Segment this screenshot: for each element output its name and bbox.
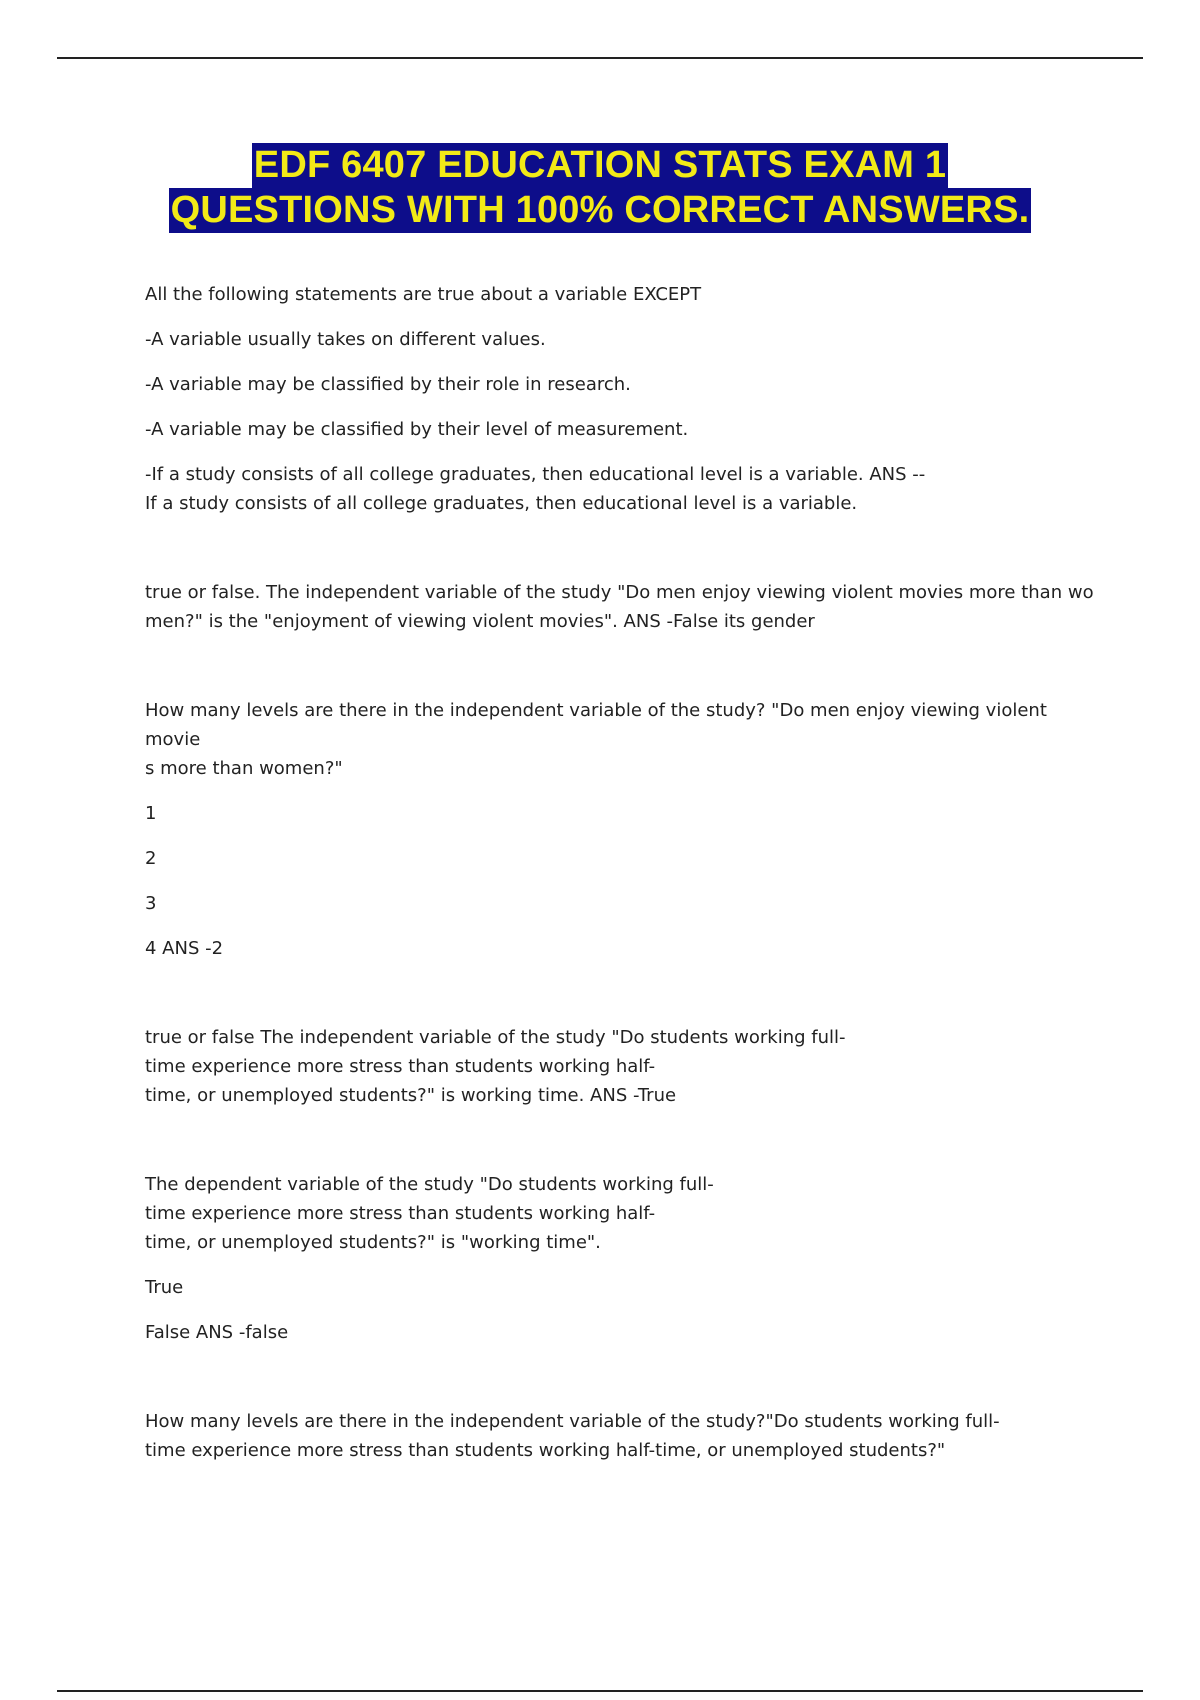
question-2-answer: true or false. The independent variable of the study "Do men enjoy viewing violent movies more than wo men?" is the "enjoyment of viewing violent movies". ANS -False its gender bbox=[145, 582, 1094, 632]
title-line-1: EDF 6407 EDUCATION STATS EXAM 1 bbox=[253, 144, 947, 186]
title-line-2: QUESTIONS WITH 100% CORRECT ANSWERS. bbox=[170, 189, 1030, 231]
question-5-option-1: True bbox=[145, 1277, 184, 1298]
question-5-option-2-answer: False ANS -false bbox=[145, 1322, 289, 1343]
question-4-answer: true or false The independent variable of the study "Do students working full- time experience more stress than students working half- time, or unemployed students?" is working time. ANS -True bbox=[145, 1027, 846, 1106]
question-3-option-2: 2 bbox=[145, 848, 157, 869]
question-1-prompt: All the following statements are true about a variable EXCEPT bbox=[145, 284, 702, 305]
question-1-option-2: -A variable may be classified by their role in research. bbox=[145, 374, 631, 395]
question-3-option-4-answer: 4 ANS -2 bbox=[145, 938, 224, 959]
question-3-prompt: How many levels are there in the independent variable of the study? "Do men enjoy viewing violent movie s more than women?" bbox=[145, 700, 1047, 779]
question-3-option-1: 1 bbox=[145, 803, 157, 824]
question-3-option-3: 3 bbox=[145, 893, 157, 914]
document-body bbox=[145, 280, 1100, 1465]
bottom-divider bbox=[57, 1690, 1143, 1692]
question-1-option-3: -A variable may be classified by their level of measurement. bbox=[145, 419, 689, 440]
document-title bbox=[0, 143, 1200, 233]
question-1-option-1: -A variable usually takes on different values. bbox=[145, 329, 546, 350]
question-5-prompt: The dependent variable of the study "Do students working full- time experience more stress than students working half- time, or unemployed students?" is "working time". bbox=[145, 1174, 714, 1253]
top-divider bbox=[57, 57, 1143, 59]
question-1-option-4-answer: -If a study consists of all college graduates, then educational level is a variable. ANS -- If a study consists of all college graduates, then educational level is a variable. bbox=[145, 464, 926, 514]
question-6-prompt: How many levels are there in the independent variable of the study?"Do students working full- time experience more stress than students working half-time, or unemployed students?" bbox=[145, 1411, 1000, 1461]
